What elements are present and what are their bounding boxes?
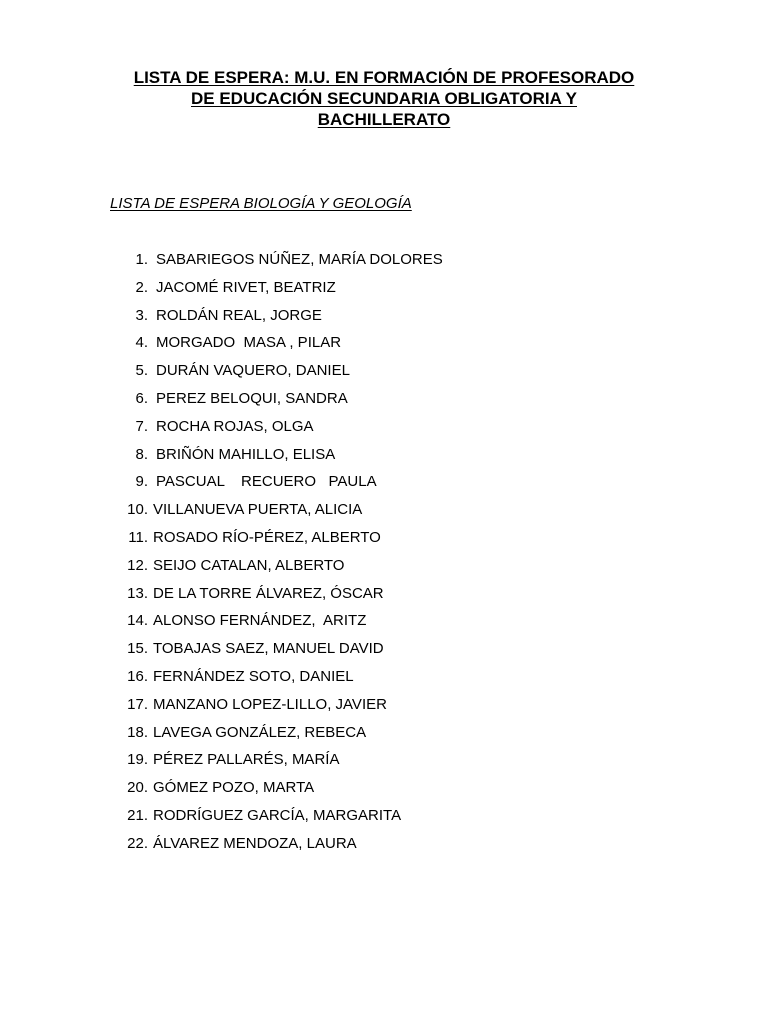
document-title <box>90 67 678 130</box>
waitlist-item-name: FERNÁNDEZ SOTO, DANIEL <box>153 667 354 685</box>
waitlist-item-name: ROSADO RÍO-PÉREZ, ALBERTO <box>153 528 381 546</box>
waitlist-item-name: MORGADO MASA , PILAR <box>156 334 342 352</box>
waitlist-item-number: 7. <box>135 417 148 435</box>
waitlist-item-name: TOBAJAS SAEZ, MANUEL DAVID <box>153 640 384 658</box>
waitlist-item-name: SEIJO CATALAN, ALBERTO <box>153 556 345 574</box>
document-title-line-text: BACHILLERATO <box>317 110 451 129</box>
waitlist-item-number: 6. <box>135 389 148 407</box>
waitlist-item-number: 22. <box>127 834 148 852</box>
waitlist-item-number: 16. <box>127 667 148 685</box>
waitlist-item-number: 19. <box>127 751 148 769</box>
section-heading: LISTA DE ESPERA BIOLOGÍA Y GEOLOGÍA <box>110 195 412 212</box>
waitlist-item-name: DE LA TORRE ÁLVAREZ, ÓSCAR <box>153 584 384 602</box>
waitlist-item-name: ROLDÁN REAL, JORGE <box>156 306 322 324</box>
document-title-line <box>90 67 678 88</box>
waitlist-item-name: RODRÍGUEZ GARCÍA, MARGARITA <box>153 806 402 824</box>
document-title-line-text: LISTA DE ESPERA: M.U. EN FORMACIÓN DE PROFESORADO <box>133 68 635 87</box>
waitlist-item-name: ALONSO FERNÁNDEZ, ARITZ <box>153 612 367 630</box>
waitlist-item-name: SABARIEGOS NÚÑEZ, MARÍA DOLORES <box>156 251 443 268</box>
waitlist-item-name: PASCUAL RECUERO PAULA <box>156 473 377 491</box>
waitlist-item-number: 13. <box>127 584 148 602</box>
waitlist-item-number: 15. <box>127 640 148 658</box>
waitlist-item-name: ROCHA ROJAS, OLGA <box>156 417 314 435</box>
waitlist-item-name: LAVEGA GONZÁLEZ, REBECA <box>153 723 367 741</box>
waitlist-item-number: 10. <box>127 501 148 519</box>
waitlist-item-number: 14. <box>127 612 148 630</box>
waitlist-item-number: 1. <box>135 251 148 268</box>
waitlist-item-number: 12. <box>127 556 148 574</box>
waitlist-item-number: 5. <box>135 362 148 380</box>
waitlist-item-name: PÉREZ PALLARÉS, MARÍA <box>153 751 340 769</box>
waitlist-item-number: 20. <box>127 779 148 797</box>
waitlist-item-number: 2. <box>135 278 148 296</box>
waitlist-item-name: VILLANUEVA PUERTA, ALICIA <box>153 501 363 519</box>
waitlist-item-number: 17. <box>127 695 148 713</box>
document-title-line-text: DE EDUCACIÓN SECUNDARIA OBLIGATORIA Y <box>191 89 577 108</box>
waitlist-item-name: MANZANO LOPEZ-LILLO, JAVIER <box>153 695 387 713</box>
waitlist-item-name: GÓMEZ POZO, MARTA <box>153 779 315 797</box>
waitlist-item-number: 11. <box>128 528 148 546</box>
waitlist-item-name: DURÁN VAQUERO, DANIEL <box>156 362 350 380</box>
waitlist-item-number: 8. <box>135 445 148 463</box>
document-title-line <box>90 88 678 109</box>
waitlist-item-number: 9. <box>135 473 148 491</box>
document-title-line <box>90 109 678 130</box>
waitlist-item-number: 18. <box>127 723 148 741</box>
waitlist-item-name: ÁLVAREZ MENDOZA, LAURA <box>153 834 357 852</box>
waitlist-item-number: 21. <box>127 806 148 824</box>
waitlist-item-number: 3. <box>135 306 148 324</box>
waitlist-item-name: JACOMÉ RIVET, BEATRIZ <box>156 278 336 296</box>
waitlist-item-number: 4. <box>135 334 148 352</box>
waitlist-item-name: PEREZ BELOQUI, SANDRA <box>156 389 348 407</box>
waitlist-item-name: BRIÑÓN MAHILLO, ELISA <box>156 445 336 463</box>
